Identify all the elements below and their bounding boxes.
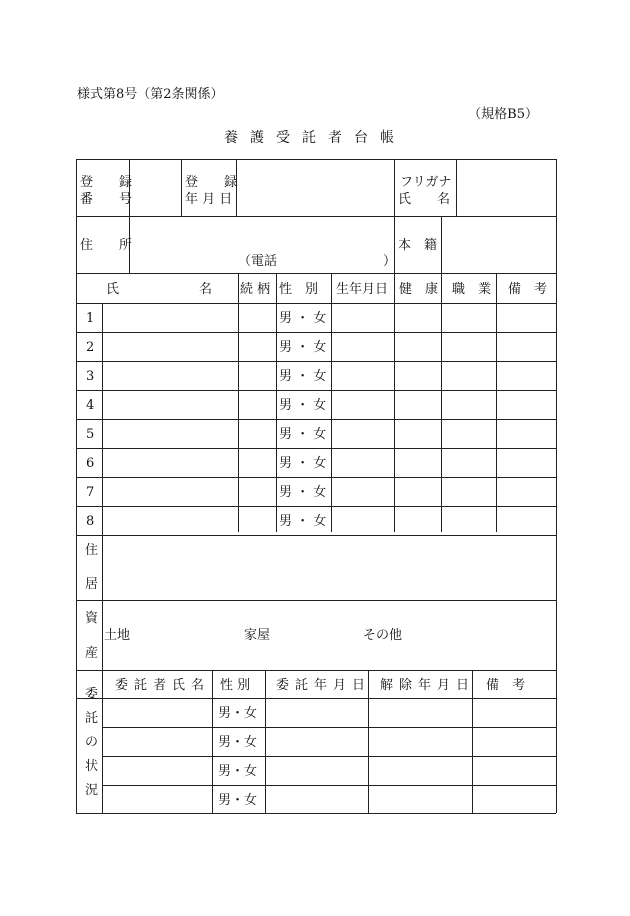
family-header-sex: 性 別 xyxy=(279,282,319,297)
assets-house: 家屋 xyxy=(244,628,271,643)
family-header-surname: 氏 xyxy=(106,282,120,297)
grid-line xyxy=(76,535,556,536)
grid-line xyxy=(556,159,557,813)
address-label: 住 所 xyxy=(80,238,133,253)
grid-line xyxy=(76,698,556,699)
size-note: （規格B5） xyxy=(468,107,538,122)
entrust-label-char-4: 状 xyxy=(85,759,99,774)
grid-line xyxy=(102,756,556,757)
page-title: 養護受託者台帳 xyxy=(224,130,406,146)
entrust-row-sex[interactable]: 男・女 xyxy=(218,764,258,779)
grid-line xyxy=(76,506,556,507)
phone-label: （電話 xyxy=(238,254,278,269)
grid-line xyxy=(265,670,266,813)
family-row-sex[interactable]: 男 ・ 女 xyxy=(279,514,327,529)
grid-line xyxy=(441,216,442,273)
entrust-header-release: 解除年月日 xyxy=(380,678,476,693)
grid-line xyxy=(76,159,77,813)
grid-line xyxy=(276,273,277,532)
entrust-label-char-3: の xyxy=(85,735,99,750)
entrust-header-date: 委託年月日 xyxy=(276,678,372,693)
entrust-row-sex[interactable]: 男・女 xyxy=(218,735,258,750)
reg-date-label-2: 年 月 日 xyxy=(185,192,233,207)
grid-line xyxy=(456,159,457,216)
form-number: 様式第8号（第2条関係） xyxy=(77,87,224,102)
grid-line xyxy=(102,303,103,532)
residence-label-2: 居 xyxy=(85,577,99,592)
entrust-row-sex[interactable]: 男・女 xyxy=(218,706,258,721)
reg-no-label-1: 登 録 xyxy=(80,175,133,190)
grid-line xyxy=(76,390,556,391)
family-row-sex[interactable]: 男 ・ 女 xyxy=(279,456,327,471)
family-row-number: 4 xyxy=(86,398,95,413)
family-header-occupation: 職 業 xyxy=(452,282,492,297)
domicile-label: 本 籍 xyxy=(398,238,438,253)
family-row-number: 6 xyxy=(86,456,95,471)
family-row-number: 8 xyxy=(86,514,95,529)
name-label: 氏 名 xyxy=(398,192,451,207)
family-row-sex[interactable]: 男 ・ 女 xyxy=(279,485,327,500)
furigana-label: フリガナ xyxy=(400,175,452,190)
grid-line xyxy=(238,273,239,532)
assets-label-1: 資 xyxy=(85,611,99,626)
grid-line xyxy=(212,670,213,813)
grid-line xyxy=(102,532,103,670)
entrust-header-sex: 性 別 xyxy=(220,678,251,693)
grid-line xyxy=(76,159,556,160)
grid-line xyxy=(76,361,556,362)
family-row-number: 5 xyxy=(86,427,95,442)
reg-no-label-2: 番 号 xyxy=(80,192,133,207)
grid-line xyxy=(76,332,556,333)
family-row-sex[interactable]: 男 ・ 女 xyxy=(279,340,327,355)
grid-line xyxy=(76,477,556,478)
family-header-relation: 続 柄 xyxy=(240,282,271,297)
grid-line xyxy=(76,813,556,814)
entrust-row-sex[interactable]: 男・女 xyxy=(218,793,258,808)
grid-line xyxy=(76,600,556,601)
family-row-number: 1 xyxy=(86,311,95,326)
assets-other: その他 xyxy=(363,628,403,643)
entrust-header-name: 委託者氏名 xyxy=(115,678,211,693)
grid-line xyxy=(102,670,103,813)
family-row-number: 2 xyxy=(86,340,95,355)
grid-line xyxy=(76,419,556,420)
grid-line xyxy=(441,273,442,532)
residence-label-1: 住 xyxy=(85,543,99,558)
family-header-given: 名 xyxy=(199,282,213,297)
family-row-sex[interactable]: 男 ・ 女 xyxy=(279,369,327,384)
grid-line xyxy=(76,216,556,217)
grid-line xyxy=(76,670,556,671)
grid-line xyxy=(496,273,497,532)
family-row-sex[interactable]: 男 ・ 女 xyxy=(279,427,327,442)
entrust-label-char-2: 託 xyxy=(85,711,99,726)
entrust-label-char-5: 況 xyxy=(85,783,99,798)
entrust-label-char-1: 委 xyxy=(85,687,99,702)
entrust-header-remarks: 備 考 xyxy=(486,678,526,693)
family-row-sex[interactable]: 男 ・ 女 xyxy=(279,311,327,326)
grid-line xyxy=(76,303,556,304)
assets-label-2: 産 xyxy=(85,646,99,661)
family-header-birthdate: 生年月日 xyxy=(336,282,389,297)
family-row-number: 7 xyxy=(86,485,95,500)
grid-line xyxy=(102,785,556,786)
grid-line xyxy=(76,273,556,274)
phone-close: ） xyxy=(383,254,397,269)
family-row-sex[interactable]: 男 ・ 女 xyxy=(279,398,327,413)
grid-line xyxy=(331,273,332,532)
grid-line xyxy=(102,727,556,728)
family-header-remarks: 備 考 xyxy=(508,282,548,297)
grid-line xyxy=(394,273,395,532)
reg-date-label-1: 登 録 xyxy=(185,175,238,190)
family-row-number: 3 xyxy=(86,369,95,384)
grid-line xyxy=(181,159,182,216)
assets-land: 土地 xyxy=(104,628,131,643)
family-header-health: 健 康 xyxy=(399,282,439,297)
grid-line xyxy=(76,448,556,449)
